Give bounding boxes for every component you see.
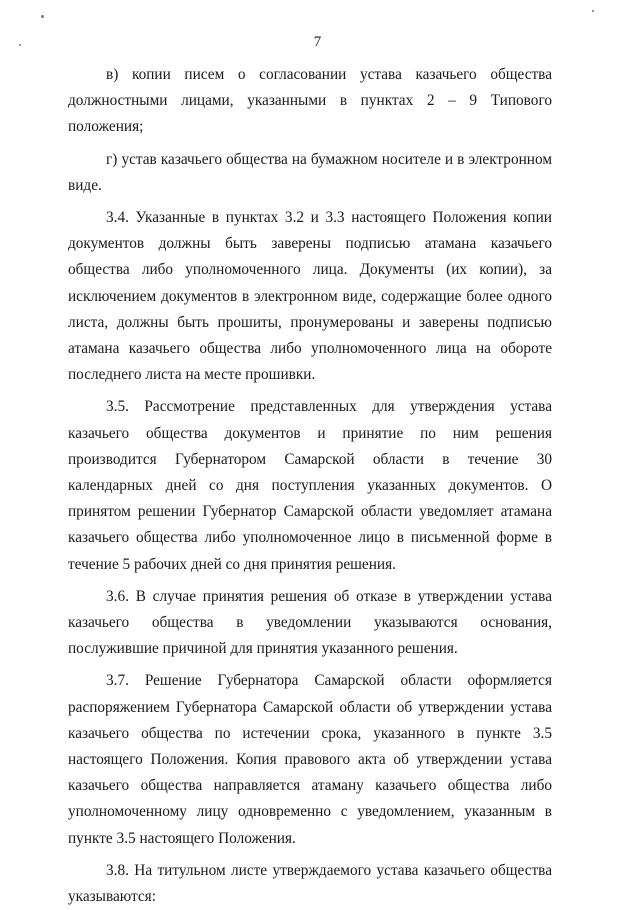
page-number: 7 <box>313 34 322 50</box>
scan-speck <box>592 10 594 12</box>
paragraph-item-g: г) устав казачьего общества на бумажном носителе и в электронном виде. <box>68 150 552 194</box>
scan-speck <box>41 15 44 18</box>
paragraph-3-4: 3.4. Указанные в пунктах 3.2 и 3.3 настоящего Положения копии документов должны быть заверены подписью атамана казачьего общества либо уполномоченного лица. Документы (их копии), за исключением документов в электронном виде, содержащие более одного листа, должны быть прошиты, пронумерованы и заверены подписью атамана казачьего общества либо уполномоченного лица на обороте последнего листа на месте прошивки. <box>68 209 552 384</box>
paragraph-3-8: 3.8. На титульном листе утверждаемого устава казачьего общества указываются: <box>68 861 552 906</box>
paragraph-3-7: 3.7. Решение Губернатора Самарской области оформляется распоряжением Губернатора Самарской области об утверждении устава казачьего общества по истечении срока, указанного в пункте 3.5 настоящего Положения. Копия правового акта об утверждении устава казачьего общества направляется атаману казачьего общества либо уполномоченному лицу одновременно с уведомлением, указанным в пункте 3.5 настоящего Положения. <box>68 672 552 847</box>
document-body <box>68 62 552 910</box>
paragraph-item-v: в) копии писем о согласовании устава казачьего общества должностными лицами, указанными в пунктах 2 – 9 Типового положения; <box>68 66 552 136</box>
paragraph-3-6: 3.6. В случае принятия решения об отказе в утверждении устава казачьего общества в уведомлении указываются основания, послужившие причиной для принятия указанного решения. <box>68 587 552 658</box>
paragraph-3-5: 3.5. Рассмотрение представленных для утверждения устава казачьего общества документов и принятие по ним решения производится Губернатором Самарской области в течение 30 календарных дней со дня поступления указанных документов. О принятом решении Губернатор Самарской области уведомляет атамана казачьего общества либо уполномоченное лицо в письменной форме в течение 5 рабочих дней со дня принятия решения. <box>68 398 552 573</box>
